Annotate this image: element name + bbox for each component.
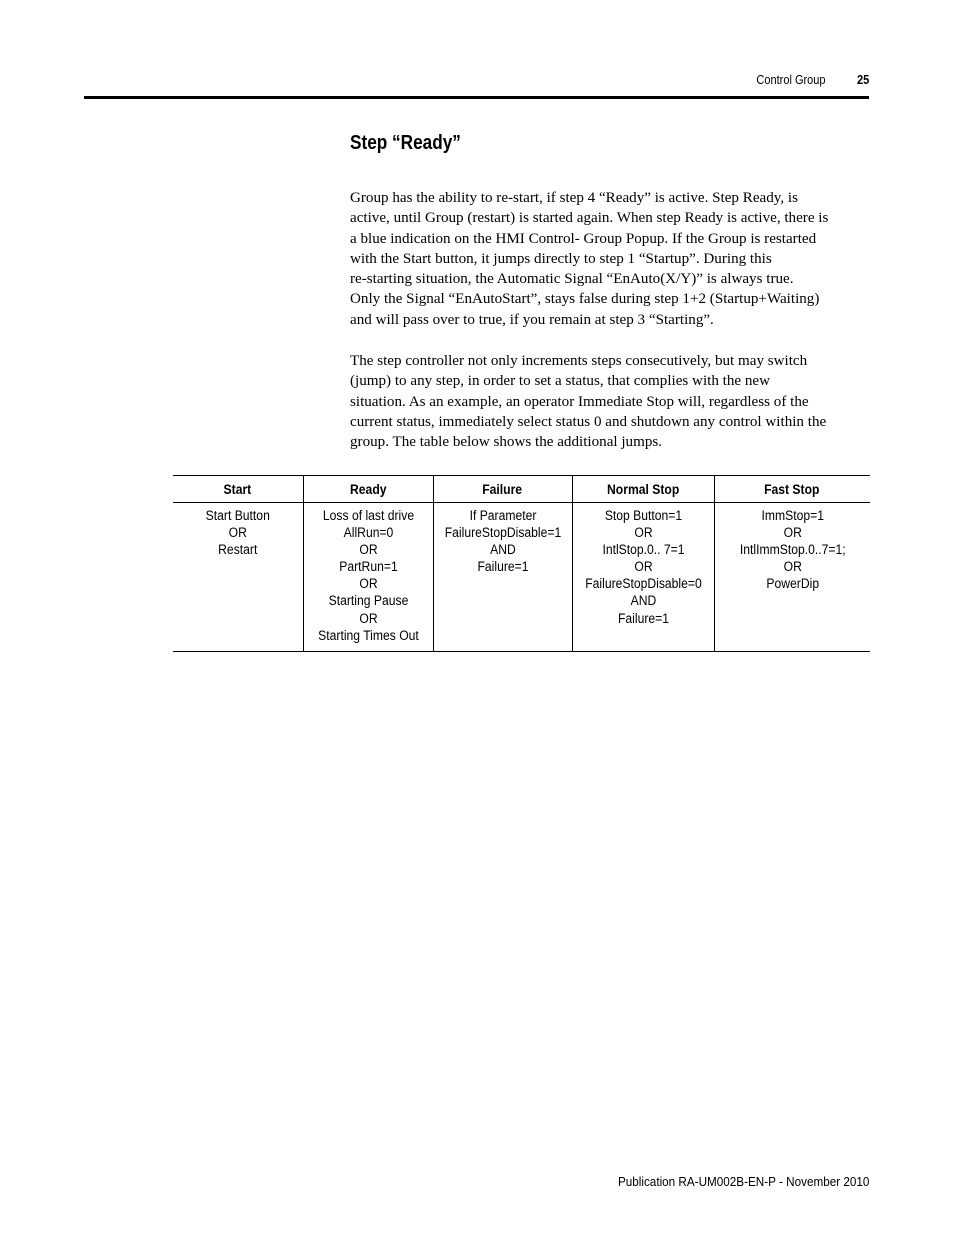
cell-fast-stop xyxy=(714,503,870,652)
paragraph-jumps xyxy=(350,351,870,452)
cell-line: AND xyxy=(630,593,656,609)
cell-line: Restart xyxy=(218,542,258,558)
cell-line: PartRun=1 xyxy=(338,559,398,575)
jump-table xyxy=(173,475,870,652)
cell-line: OR xyxy=(358,576,378,592)
cell-line: FailureStopDisable=1 xyxy=(444,525,561,541)
paragraph-line: situation. As an example, an operator Immediate Stop will, regardless of the xyxy=(350,393,809,410)
cell-line: IntlStop.0.. 7=1 xyxy=(601,542,685,558)
cell-line: Loss of last drive xyxy=(322,508,414,523)
paragraph-line: active, until Group (restart) is started again. When step Ready is active, there is xyxy=(350,210,829,227)
paragraph-line: The step controller not only increments steps consecutively, but may switch xyxy=(350,353,808,369)
cell-line: OR xyxy=(358,610,378,626)
column-header-start: Start xyxy=(173,476,303,503)
paragraph-line: Only the Signal “EnAutoStart”, stays false during step 1+2 (Startup+Waiting) xyxy=(350,291,820,308)
paragraph-line: Group has the ability to re-start, if step 4 “Ready” is active. Step Ready, is xyxy=(350,190,798,206)
cell-line: If Parameter xyxy=(469,508,536,523)
cell-line: OR xyxy=(783,559,802,575)
cell-start xyxy=(173,503,303,652)
cell-line: OR xyxy=(633,525,653,541)
column-header-ready: Ready xyxy=(303,476,433,503)
cell-line: Starting Pause xyxy=(328,593,408,609)
paragraph-line: and will pass over to true, if you remain at step 3 “Starting”. xyxy=(350,311,714,328)
cell-line: Starting Times Out xyxy=(317,627,419,643)
paragraph-line: group. The table below shows the additional jumps. xyxy=(350,434,663,451)
column-header-fast-stop: Fast Stop xyxy=(714,476,870,503)
page-number: 25 xyxy=(857,73,870,87)
cell-line: AND xyxy=(489,542,516,558)
cell-failure xyxy=(433,503,572,652)
paragraph-line: re-starting situation, the Automatic Signal “EnAuto(X/Y)” is always true. xyxy=(350,271,794,288)
paragraph-line: with the Start button, it jumps directly to step 1 “Startup”. During this xyxy=(350,250,772,267)
column-header-failure: Failure xyxy=(433,476,572,503)
column-header-normal-stop: Normal Stop xyxy=(572,476,714,503)
cell-line: ImmStop=1 xyxy=(761,508,824,523)
publication-footer: Publication RA-UM002B-EN-P - November 2010 xyxy=(617,1174,869,1189)
cell-line: FailureStopDisable=0 xyxy=(584,576,702,592)
paragraph-restart xyxy=(350,188,870,330)
table-row xyxy=(173,503,870,652)
cell-line: OR xyxy=(228,525,247,541)
cell-line: Start Button xyxy=(205,508,270,523)
paragraph-line: (jump) to any step, in order to set a status, that complies with the new xyxy=(350,373,771,390)
cell-line: PowerDip xyxy=(765,576,819,592)
cell-normal-stop xyxy=(572,503,714,652)
running-header-section: Control Group xyxy=(756,73,826,87)
cell-line: IntlImmStop.0..7=1; xyxy=(739,542,846,558)
cell-ready xyxy=(303,503,433,652)
paragraph-line: current status, immediately select status 0 and shutdown any control within the xyxy=(350,413,827,430)
cell-line: OR xyxy=(633,559,653,575)
cell-line: AllRun=0 xyxy=(343,525,393,541)
cell-line: Stop Button=1 xyxy=(604,508,682,523)
cell-line: Failure=1 xyxy=(617,610,669,626)
cell-line: Failure=1 xyxy=(476,559,528,575)
section-title: Step “Ready” xyxy=(350,132,461,154)
cell-line: OR xyxy=(358,542,378,558)
paragraph-line: a blue indication on the HMI Control- Group Popup. If the Group is restarted xyxy=(350,230,817,247)
table-header-row xyxy=(173,476,870,503)
header-rule xyxy=(84,96,869,99)
cell-line: OR xyxy=(783,525,802,541)
